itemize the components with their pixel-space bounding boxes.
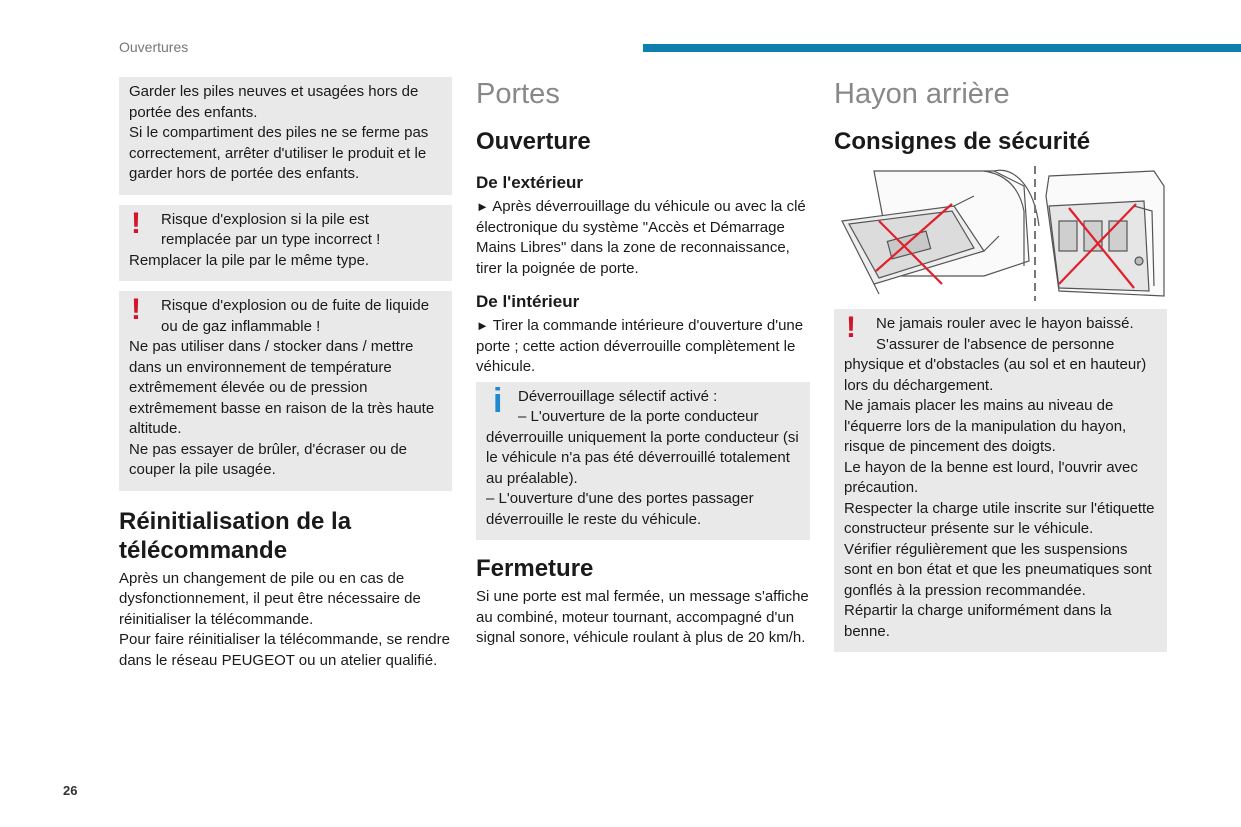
warning-text: Ne pas essayer de brûler, d'écraser ou de couper la pile usagée. [129,440,408,478]
exclamation-icon: ! [846,311,856,344]
bullet-arrow-icon: ► [476,199,489,214]
bullet-arrow-icon: ► [476,318,489,333]
battery-note-line: Garder les piles neuves et usagées hors de portée des enfants. [129,83,419,121]
warning-text: Remplacer la pile par le même type. [129,251,370,269]
warning-box-tailgate [834,309,1167,652]
closing-heading: Fermeture [476,555,594,582]
column-left [119,77,452,671]
column-middle [476,77,810,649]
battery-note-box [119,77,452,195]
tailgate-rear-image [1046,171,1164,296]
interior-text: Tirer la commande intérieure d'ouverture d'une porte ; cette action déverrouille complètement le véhicule. [476,317,804,375]
warning-text: Ne jamais placer les mains au niveau de l'équerre lors de la manipulation du hayon, risque de pincement des doigts. [844,397,1127,455]
reset-heading: Réinitialisation de la télécommande [119,507,352,564]
warning-text: Ne pas utiliser dans / stocker dans / mettre dans un environnement de température extrêmement élevée ou de pression extrêmement basse en raison de la très haute altitude. [129,338,435,437]
exclamation-icon: ! [131,293,141,326]
info-icon: i [493,381,503,420]
warning-title: Risque d'explosion ou de fuite de liquide ou de gaz inflammable ! [161,297,430,335]
warning-text: Vérifier régulièrement que les suspensions sont en bon état et que les pneumatiques sont gonflés à la pression recommandée. [844,540,1152,599]
tailgate-section-title: Hayon arrière [834,78,1010,110]
header-accent-bar [643,44,1241,52]
warning-text: S'assurer de l'absence de personne physique et d'obstacles (au sol et en hauteur) lors du déchargement. [844,335,1147,394]
info-item: – L'ouverture d'une des portes passager déverrouille le reste du véhicule. [486,490,754,528]
warning-box-battery-type [119,205,452,282]
opening-heading: Ouverture [476,128,591,155]
info-box-selective-unlock [476,382,810,541]
tailgate-lowered-image [842,170,1039,294]
doors-section-title: Portes [476,78,560,110]
tailgate-illustration-svg [834,166,1167,301]
tailgate-illustration [834,166,1167,301]
reset-text: Après un changement de pile ou en cas de dysfonctionnement, il peut être nécessaire de réinitialiser la télécommande. [119,569,421,628]
warning-text: Répartir la charge uniformément dans la benne. [844,602,1112,640]
warning-title: Ne jamais rouler avec le hayon baissé. [876,315,1134,332]
column-right [834,77,1167,662]
warning-text: Le hayon de la benne est lourd, l'ouvrir avec précaution. [844,458,1138,496]
warning-text: Respecter la charge utile inscrite sur l'étiquette constructeur présente sur le véhicule. [844,499,1155,537]
info-title: Déverrouillage sélectif activé : [518,387,718,405]
section-header: Ouvertures [119,39,189,55]
warning-box-explosion [119,291,452,491]
interior-instruction [476,316,810,378]
exterior-instruction [476,197,810,279]
exterior-text: Après déverrouillage du véhicule ou avec la clé électronique du système "Accès et Démarrage Mains Libres" dans la zone de reconnaissance, tirer la poignée de porte. [476,198,806,277]
reset-text: Pour faire réinitialiser la télécommande, se rendre dans le réseau PEUGEOT ou un atelier qualifié. [119,631,450,669]
exterior-heading: De l'extérieur [476,173,584,192]
exclamation-icon: ! [131,206,141,240]
closing-text: Si une porte est mal fermée, un message s'affiche au combiné, moteur tournant, accompagné d'un signal sonore, véhicule roulant à plus de 20 km/h. [476,588,809,646]
page-number: 26 [63,783,78,798]
info-item: – L'ouverture de la porte conducteur déverrouille uniquement la porte conducteur (si le véhicule n'a pas été déverrouillé totalement au préalable). [486,408,799,487]
warning-title: Risque d'explosion si la pile est remplacée par un type incorrect ! [161,210,381,248]
safety-heading: Consignes de sécurité [834,128,1091,155]
interior-heading: De l'intérieur [476,292,580,311]
battery-note-line: Si le compartiment des piles ne se ferme pas correctement, arrêter d'utiliser le produit et le garder hors de portée des enfants. [129,124,429,182]
